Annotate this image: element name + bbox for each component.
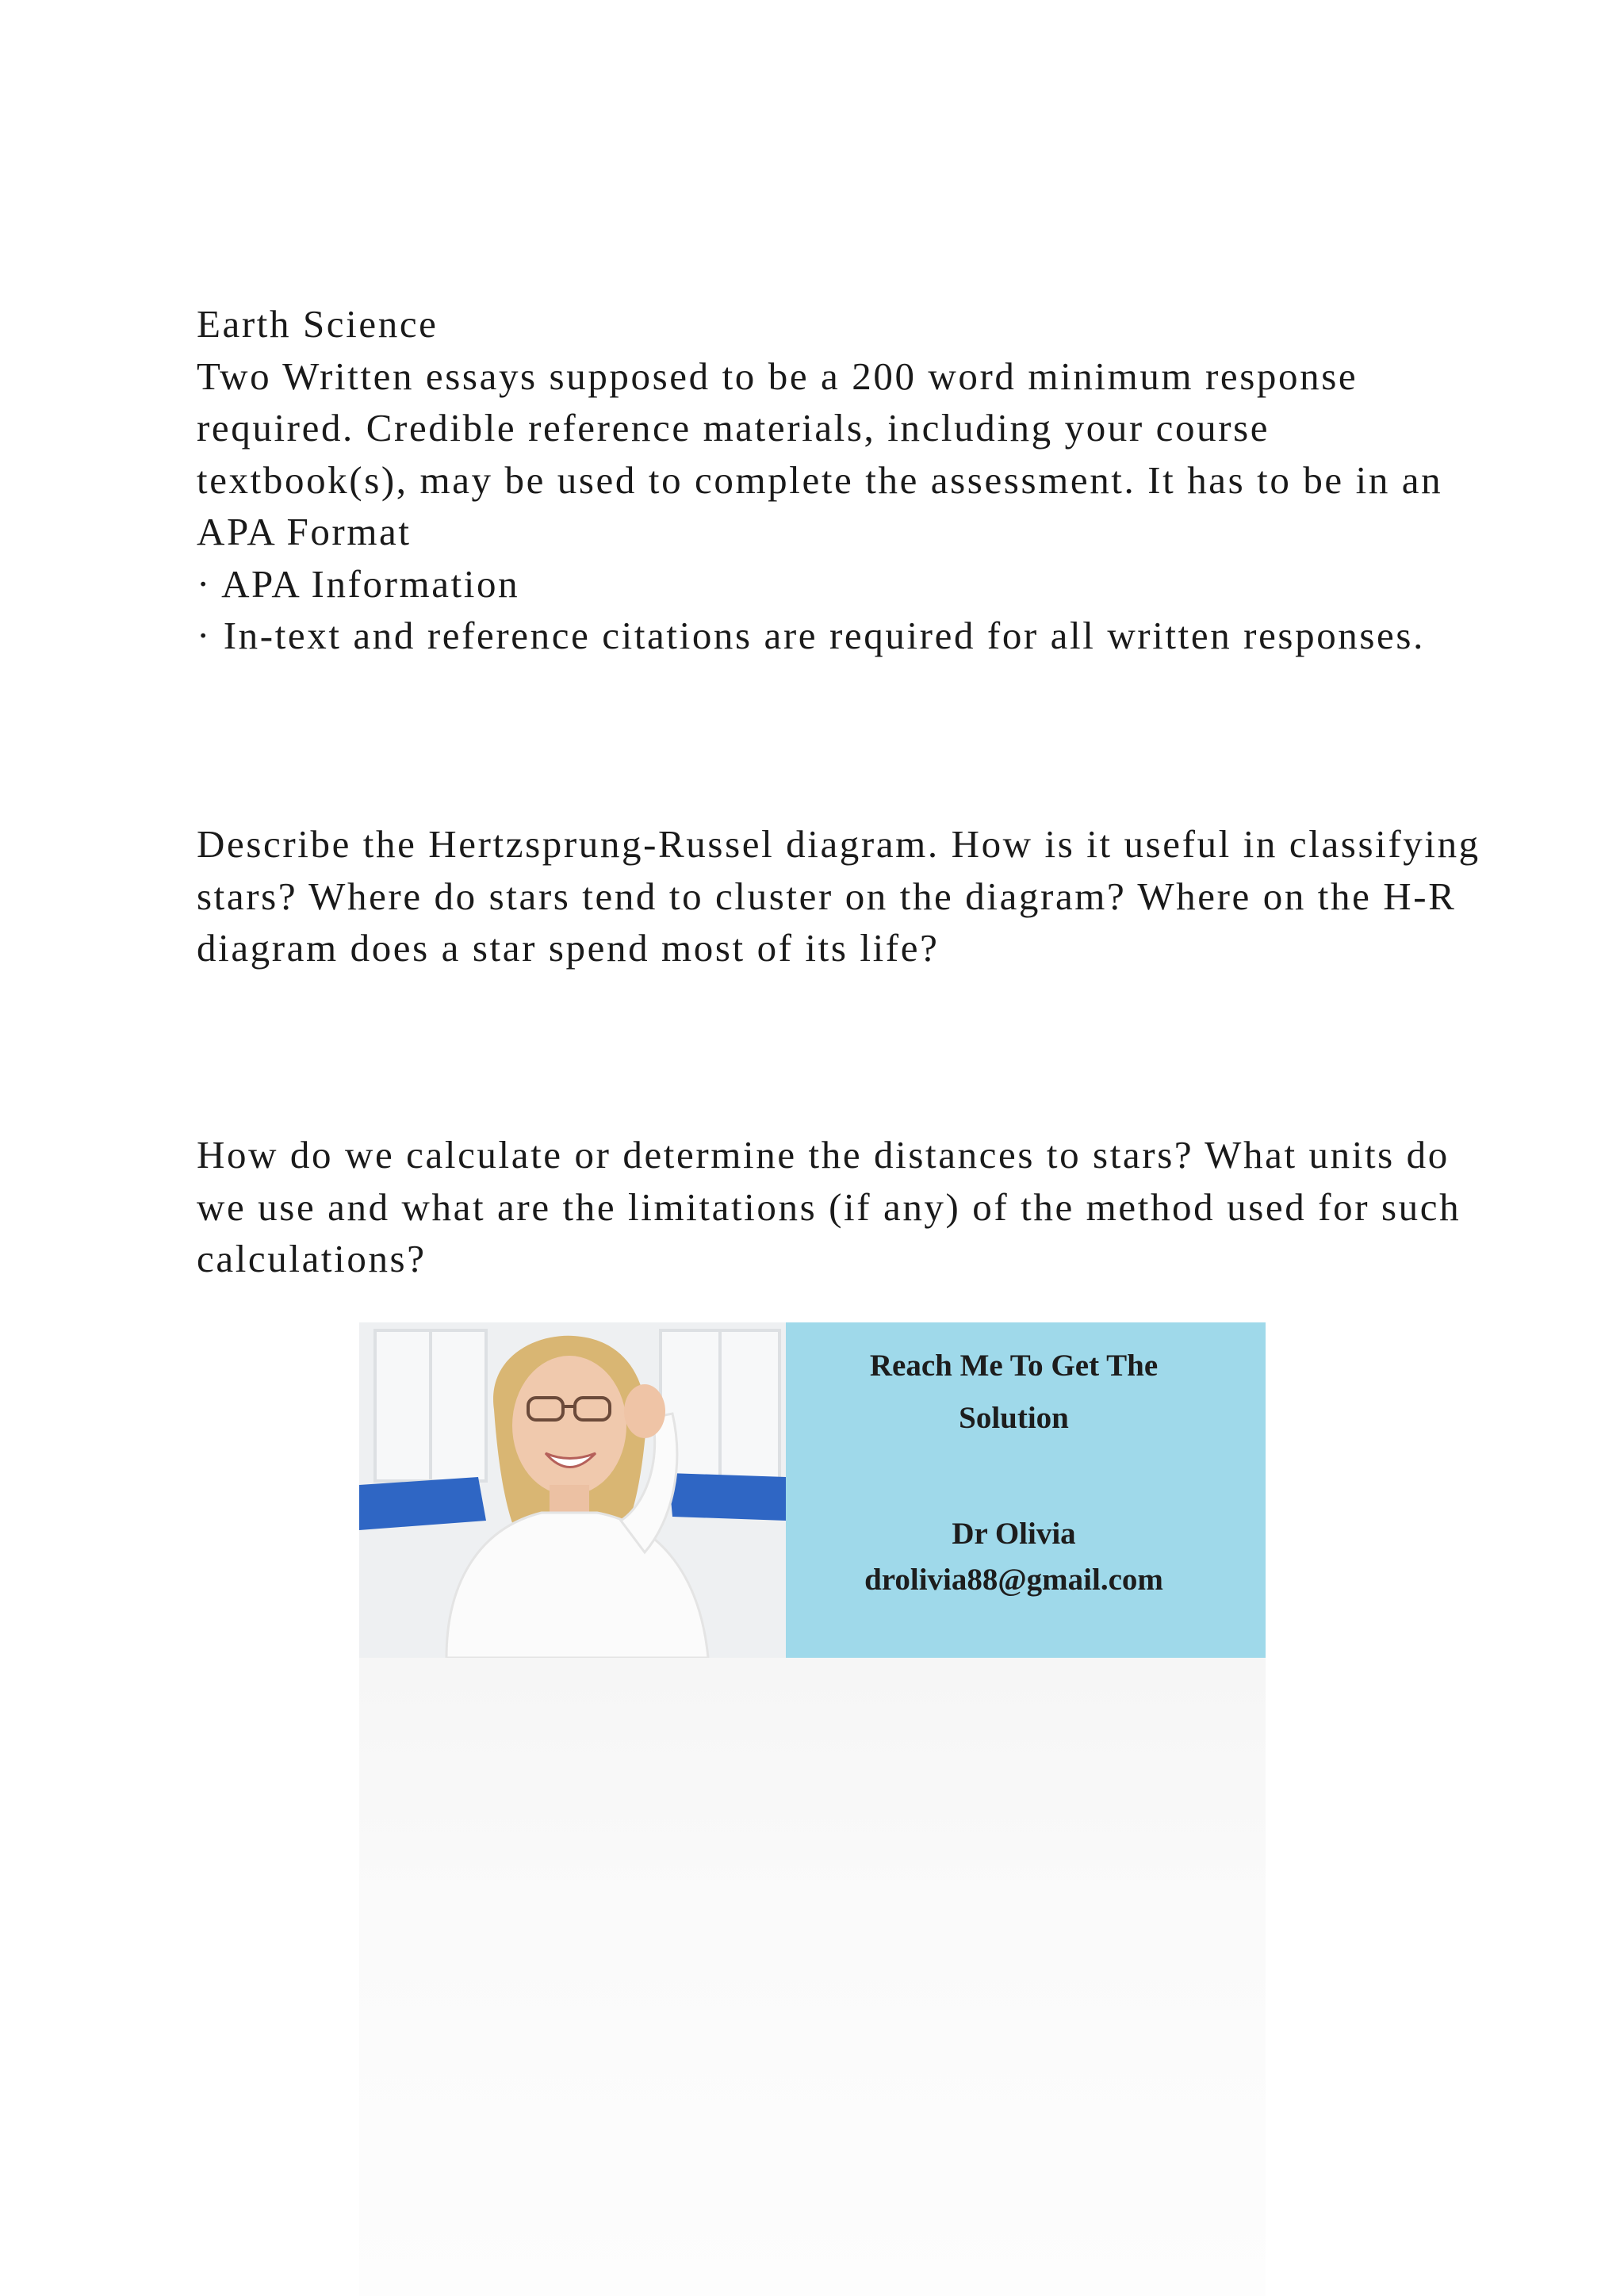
person-photo (359, 1322, 786, 1658)
contact-panel (786, 1322, 1266, 1658)
question-star-distances (197, 1129, 1481, 1285)
question-hr-diagram (197, 818, 1481, 974)
contact-banner (359, 1322, 1266, 1658)
contact-email: drolivia88@gmail.com (864, 1563, 1163, 1597)
banner-headline-line2: Solution (959, 1401, 1069, 1435)
banner-headline-line1: Reach Me To Get The (869, 1349, 1159, 1383)
question-text: Describe the Hertzsprung-Russel diagram. How is it useful in classifying stars? Where do stars tend to cluster on the diagram? Where on the H-R diagram does a star spend most of its life? (197, 822, 1480, 970)
intro-paragraph: Two Written essays supposed to be a 200 word minimum response required. Credible reference materials, including your course textbook(s), may be used to complete the assessment. It has to be in an APA Format (197, 354, 1443, 553)
contact-name: Dr Olivia (952, 1517, 1076, 1551)
document-title: Earth Science (197, 302, 439, 346)
image-shadow-area (359, 1658, 1266, 2296)
person-illustration (359, 1322, 786, 1658)
bullet-apa-information: · APA Information (197, 561, 520, 606)
question-text: How do we calculate or determine the distances to stars? What units do we use and what are the limitations (if any) of the method used for such calculations? (197, 1133, 1461, 1280)
bullet-citations: · In-text and reference citations are required for all written responses. (197, 614, 1425, 657)
intro-section (197, 298, 1481, 662)
